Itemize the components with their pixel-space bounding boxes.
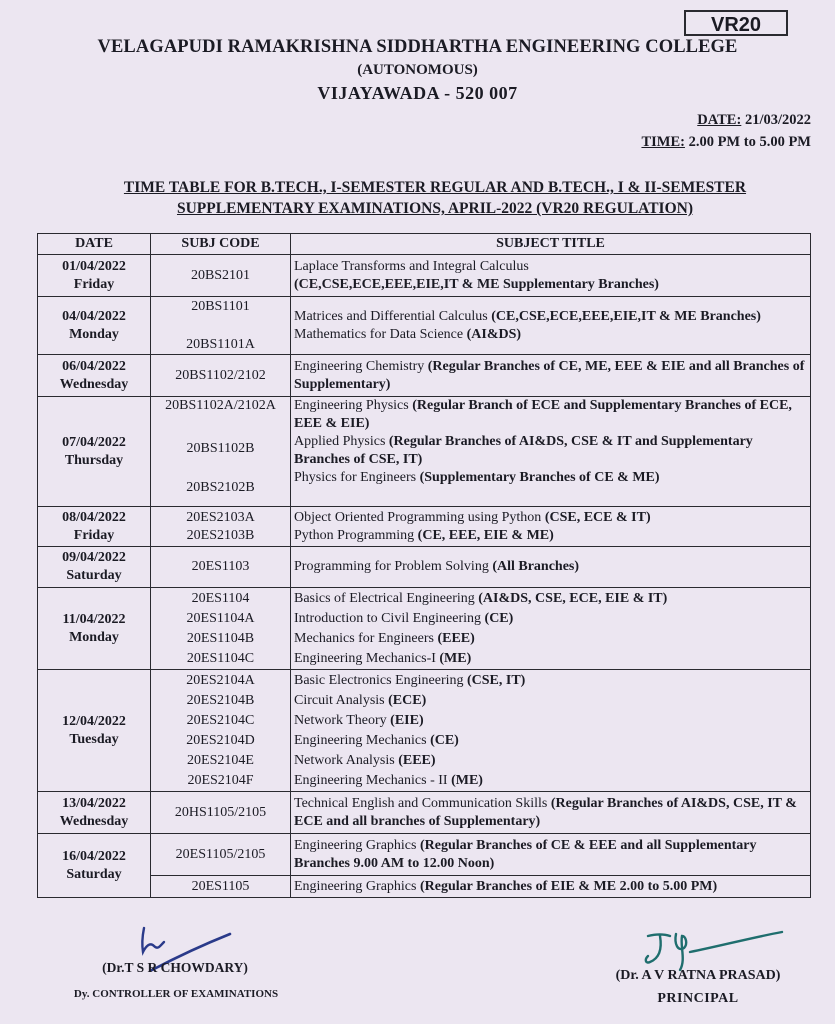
subject-code: 20BS1101A bbox=[186, 336, 255, 352]
exam-date: 06/04/2022 bbox=[62, 358, 126, 374]
exam-day: Friday bbox=[73, 527, 115, 543]
subject-code-cell bbox=[151, 547, 291, 588]
subject-branches: (Regular Branches of AI&DS, CSE & IT and Supplementary Branches of CSE, IT) bbox=[294, 434, 753, 467]
subject-name: Engineering Mechanics - II bbox=[294, 772, 452, 788]
subject-name: Object Oriented Programming using Python bbox=[294, 509, 545, 525]
subject-code-cell bbox=[151, 876, 291, 898]
exam-day: Thursday bbox=[64, 452, 124, 468]
subject-code-cell bbox=[151, 355, 291, 397]
subject-code: 20BS1102/2102 bbox=[175, 367, 266, 383]
exam-date: 04/04/2022 bbox=[62, 308, 126, 324]
left-signatory-name: (Dr.T S R CHOWDARY) bbox=[102, 960, 248, 975]
subject-name: Applied Physics bbox=[294, 434, 389, 449]
subject-branches: (CE) bbox=[484, 610, 514, 626]
date-line bbox=[697, 112, 811, 129]
regulation-tag: VR20 bbox=[684, 10, 788, 36]
table-header-row bbox=[38, 234, 811, 255]
exam-date-cell bbox=[38, 507, 151, 547]
subject-branches: (Supplementary Branches of CE & ME) bbox=[419, 470, 660, 485]
subject-name: Engineering Mechanics-I bbox=[294, 650, 440, 666]
subject-branches: (AI&DS, CSE, ECE, EIE & IT) bbox=[478, 590, 668, 606]
exam-date-cell bbox=[38, 255, 151, 297]
column-header-subject: SUBJECT TITLE bbox=[291, 234, 811, 255]
subject-code: 20BS2102B bbox=[186, 480, 255, 495]
subject-branches: (CE) bbox=[430, 732, 459, 748]
exam-date: 07/04/2022 bbox=[62, 434, 126, 450]
right-signatory-role: PRINCIPAL bbox=[657, 991, 739, 1006]
subject-code: 20ES1104C bbox=[186, 650, 255, 666]
subject-branches: (CE,CSE,ECE,EEE,EIE,IT & ME Branches) bbox=[491, 308, 761, 324]
subject-title-cell bbox=[291, 834, 811, 876]
subject-code: 20BS1101 bbox=[191, 298, 250, 314]
left-signatory-role: Dy. CONTROLLER OF EXAMINATIONS bbox=[73, 988, 279, 1000]
subject-title-cell bbox=[291, 397, 811, 507]
subject-branches: (Regular Branches of AI&DS, CSE, IT & ECE and all branches of Supplementary) bbox=[294, 795, 797, 829]
subject-name: Engineering Chemistry bbox=[294, 358, 428, 374]
subject-code: 20ES2103A bbox=[186, 509, 255, 525]
exam-date: 11/04/2022 bbox=[62, 611, 126, 627]
subject-code: 20ES1105/2105 bbox=[175, 846, 266, 862]
subject-branches: (Regular Branch of ECE and Supplementary Branches of ECE, EEE & EIE) bbox=[294, 398, 792, 431]
subject-code-cell bbox=[151, 297, 291, 355]
college-city: VIJAYAWADA - 520 007 bbox=[317, 83, 518, 103]
date-label: DATE: bbox=[697, 112, 742, 128]
document-title-line1: TIME TABLE FOR B.TECH., I-SEMESTER REGULAR AND B.TECH., I & II-SEMESTER bbox=[123, 179, 747, 196]
subject-code-cell bbox=[151, 834, 291, 876]
subject-title-cell bbox=[291, 876, 811, 898]
exam-day: Saturday bbox=[66, 866, 122, 882]
college-name: VELAGAPUDI RAMAKRISHNA SIDDHARTHA ENGINEERING COLLEGE bbox=[97, 37, 738, 57]
subject-branches: (AI&DS) bbox=[466, 326, 522, 342]
subject-code: 20ES1104A bbox=[186, 610, 255, 626]
table-row bbox=[38, 355, 811, 397]
date-value: 21/03/2022 bbox=[741, 112, 811, 128]
subject-branches: (All Branches) bbox=[492, 559, 580, 574]
subject-code: 20ES2104E bbox=[187, 752, 254, 768]
subject-name: Mathematics for Data Science bbox=[294, 326, 467, 342]
subject-name: Basics of Electrical Engineering bbox=[294, 590, 479, 606]
subject-title-cell bbox=[291, 297, 811, 355]
subject-code-cell bbox=[151, 670, 291, 792]
subject-code: 20ES2104F bbox=[187, 772, 254, 788]
exam-date: 09/04/2022 bbox=[62, 550, 126, 565]
subject-code-cell bbox=[151, 792, 291, 834]
subject-code: 20ES1104 bbox=[191, 590, 250, 606]
subject-name: Matrices and Differential Calculus bbox=[294, 308, 492, 324]
subject-name: Engineering Graphics bbox=[294, 837, 420, 853]
subject-name: Engineering Mechanics bbox=[294, 732, 431, 748]
subject-code: 20ES2104C bbox=[186, 712, 255, 728]
table-row bbox=[38, 255, 811, 297]
subject-title-cell bbox=[291, 255, 811, 297]
subject-name: Basic Electronics Engineering bbox=[294, 672, 467, 688]
exam-date: 12/04/2022 bbox=[62, 713, 126, 729]
subject-code: 20BS1102A/2102A bbox=[165, 398, 276, 413]
subject-name: Physics for Engineers bbox=[294, 470, 420, 485]
subject-branches: (EEE) bbox=[398, 752, 436, 768]
subject-name: Network Theory bbox=[294, 712, 391, 728]
subject-code-cell bbox=[151, 588, 291, 670]
subject-code-cell bbox=[151, 507, 291, 547]
exam-date-cell bbox=[38, 355, 151, 397]
subject-name: Programming for Problem Solving bbox=[294, 559, 493, 574]
subject-title-cell bbox=[291, 507, 811, 547]
table-row bbox=[38, 547, 811, 588]
exam-date: 16/04/2022 bbox=[62, 848, 126, 864]
exam-date: 01/04/2022 bbox=[62, 258, 126, 274]
subject-name: Circuit Analysis bbox=[294, 692, 389, 708]
table-row bbox=[38, 834, 811, 876]
subject-branches: (Regular Branches of EIE & ME 2.00 to 5.00 PM) bbox=[419, 878, 718, 894]
subject-code: 20BS2101 bbox=[190, 267, 251, 283]
subject-name: Introduction to Civil Engineering bbox=[294, 610, 485, 626]
subject-branches: (Regular Branches of CE, ME, EEE & EIE and all Branches of Supplementary) bbox=[294, 358, 805, 392]
table-row bbox=[38, 876, 811, 898]
subject-title-cell bbox=[291, 355, 811, 397]
table-row bbox=[38, 670, 811, 792]
subject-code-cell bbox=[151, 255, 291, 297]
subject-name: Laplace Transforms and Integral Calculus bbox=[294, 258, 529, 274]
subject-code: 20ES2103B bbox=[186, 527, 255, 543]
subject-branches: (CE, EEE, EIE & ME) bbox=[417, 527, 554, 543]
subject-code: 20ES2104B bbox=[186, 692, 255, 708]
subject-name: Mechanics for Engineers bbox=[294, 630, 438, 646]
exam-date-cell bbox=[38, 397, 151, 507]
subject-title-cell bbox=[291, 547, 811, 588]
subject-title-cell bbox=[291, 588, 811, 670]
subject-code: 20BS1102B bbox=[186, 441, 255, 456]
subject-code: 20ES2104A bbox=[186, 672, 255, 688]
subject-code: 20ES1105 bbox=[191, 878, 250, 894]
subject-title-cell bbox=[291, 670, 811, 792]
subject-branches: (Regular Branches of CE & EEE and all Supplementary Branches 9.00 AM to 12.00 Noon) bbox=[294, 837, 757, 871]
autonomous-label: (AUTONOMOUS) bbox=[357, 62, 478, 78]
exam-date-cell bbox=[38, 297, 151, 355]
table-row bbox=[38, 507, 811, 547]
exam-date: 13/04/2022 bbox=[62, 795, 126, 811]
subject-branches: (EIE) bbox=[390, 712, 424, 728]
timetable bbox=[37, 233, 811, 898]
exam-day: Wednesday bbox=[59, 813, 129, 829]
table-row bbox=[38, 297, 811, 355]
subject-name: Engineering Graphics bbox=[294, 878, 420, 894]
subject-branches: (CSE, ECE & IT) bbox=[544, 509, 651, 525]
subject-name: Engineering Physics bbox=[294, 398, 413, 413]
table-row bbox=[38, 397, 811, 507]
subject-branches: (ECE) bbox=[388, 692, 427, 708]
exam-day: Tuesday bbox=[69, 731, 119, 747]
exam-day: Wednesday bbox=[59, 376, 129, 392]
subject-code-cell bbox=[151, 397, 291, 507]
subject-code: 20ES2104D bbox=[186, 732, 255, 748]
subject-code: 20ES1103 bbox=[191, 559, 250, 574]
exam-date: 08/04/2022 bbox=[62, 509, 126, 525]
time-value: 2.00 PM to 5.00 PM bbox=[684, 134, 811, 150]
exam-day: Monday bbox=[69, 326, 119, 342]
exam-date-cell bbox=[38, 670, 151, 792]
subject-branches: (CE,CSE,ECE,EEE,EIE,IT & ME Supplementary Branches) bbox=[294, 276, 659, 292]
subject-branches: (EEE) bbox=[437, 630, 475, 646]
subject-name: Network Analysis bbox=[294, 752, 399, 768]
table-row bbox=[38, 792, 811, 834]
subject-name: Technical English and Communication Skills bbox=[294, 795, 551, 811]
exam-day: Monday bbox=[69, 629, 119, 645]
column-header-date: DATE bbox=[38, 234, 151, 255]
time-line bbox=[641, 134, 811, 151]
subject-branches: (ME) bbox=[451, 772, 483, 788]
table-row bbox=[38, 588, 811, 670]
column-header-code: SUBJ CODE bbox=[151, 234, 291, 255]
exam-date-cell bbox=[38, 834, 151, 898]
right-signatory-name: (Dr. A V RATNA PRASAD) bbox=[615, 968, 781, 983]
document-title-line2: SUPPLEMENTARY EXAMINATIONS, APRIL-2022 (VR20 REGULATION) bbox=[176, 200, 693, 217]
subject-branches: (ME) bbox=[439, 650, 472, 666]
subject-code: 20HS1105/2105 bbox=[174, 804, 267, 820]
exam-date-cell bbox=[38, 792, 151, 834]
exam-date-cell bbox=[38, 588, 151, 670]
exam-day: Friday bbox=[73, 276, 115, 292]
subject-code: 20ES1104B bbox=[186, 630, 255, 646]
exam-date-cell bbox=[38, 547, 151, 588]
time-label: TIME: bbox=[641, 134, 685, 150]
subject-name: Python Programming bbox=[294, 527, 418, 543]
exam-day: Saturday bbox=[66, 568, 122, 583]
subject-title-cell bbox=[291, 792, 811, 834]
subject-branches: (CSE, IT) bbox=[467, 672, 526, 688]
